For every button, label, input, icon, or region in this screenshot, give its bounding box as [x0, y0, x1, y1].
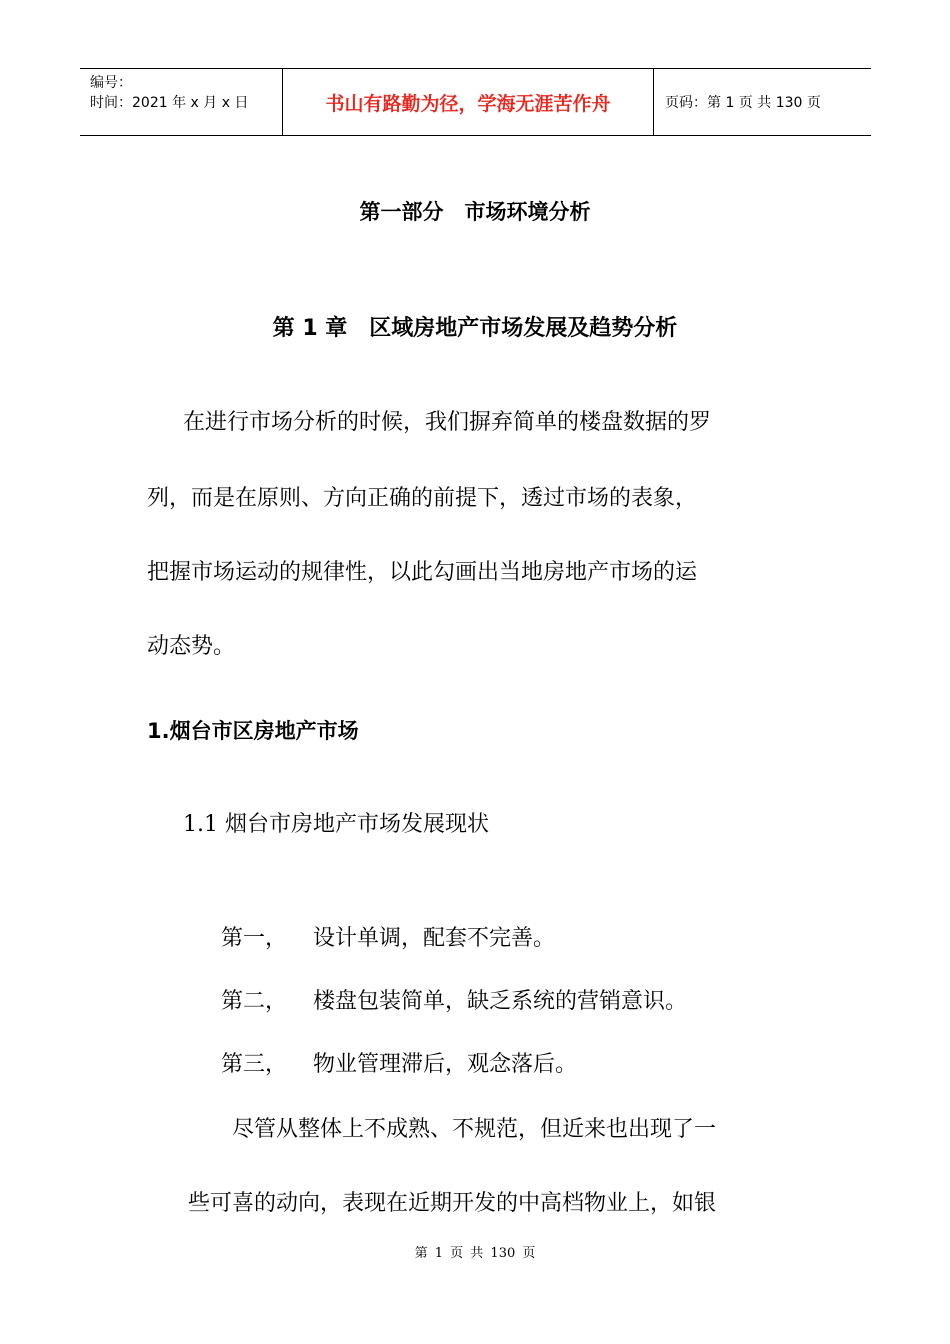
list-item-ordinal: 第二， [221, 989, 288, 1014]
list-item [221, 1049, 577, 1081]
document-date-label: 时间：2021 年 x 月 x 日 [90, 95, 249, 111]
list-item-ordinal: 第三， [221, 1052, 288, 1077]
list-item-ordinal: 第一， [221, 926, 288, 951]
list-item-text: 设计单调，配套不完善。 [313, 926, 556, 951]
intro-line-4: 动态势。 [147, 634, 236, 659]
closing-line-1: 尽管从整体上不成熟、不规范，但近来也出现了一 [232, 1117, 717, 1142]
intro-line-1: 在进行市场分析的时候，我们摒弃简单的楼盘数据的罗 [183, 410, 712, 435]
document-header [80, 68, 871, 136]
part-title: 第一部分 市场环境分析 [359, 200, 591, 224]
intro-line-2: 列，而是在原则、方向正确的前提下，透过市场的表象， [147, 486, 698, 511]
section-title: 1.烟台市区房地产市场 [147, 719, 359, 743]
document-number-label: 编号： [90, 75, 132, 91]
list-item [221, 923, 555, 955]
list-item-text: 物业管理滞后，观念落后。 [313, 1052, 578, 1077]
closing-line-2: 些可喜的动向，表现在近期开发的中高档物业上，如银 [188, 1191, 717, 1216]
header-page-info: 页码：第 1 页 共 130 页 [665, 95, 821, 111]
page-footer: 第 1 页 共 130 页 [414, 1246, 536, 1261]
intro-line-3: 把握市场运动的规律性，以此勾画出当地房地产市场的运 [147, 560, 698, 585]
chapter-title: 第 1 章 区域房地产市场发展及趋势分析 [272, 316, 678, 341]
header-meta [80, 69, 282, 135]
subsection-title: 1.1 烟台市房地产市场发展现状 [183, 812, 489, 837]
header-motto: 书山有路勤为径，学海无涯苦作舟 [282, 69, 654, 135]
list-item [221, 986, 687, 1018]
list-item-text: 楼盘包装简单，缺乏系统的营销意识。 [313, 989, 688, 1014]
